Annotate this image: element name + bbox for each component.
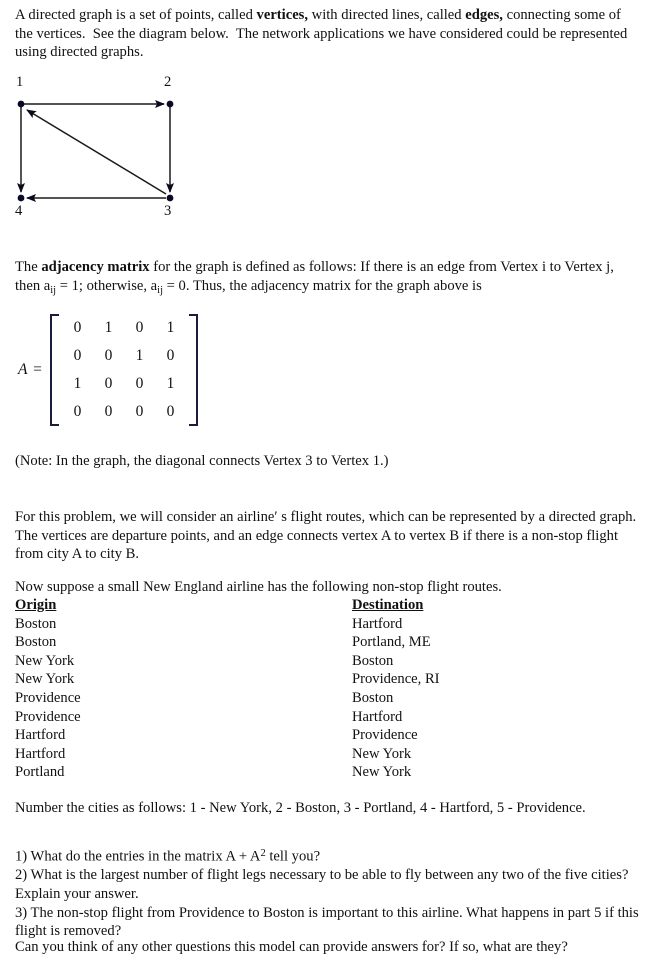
adjacency-matrix-definition [15, 258, 640, 300]
intro-bold-vertices: vertices, [256, 7, 308, 23]
column-header-origin [15, 596, 352, 615]
question-1-post: tell you? [265, 848, 321, 865]
adjacency-bold-term: adjacency matrix [41, 259, 150, 275]
question-1 [15, 845, 640, 866]
matrix-label: A = [18, 361, 44, 378]
table-row [15, 633, 635, 652]
cell-origin: Portland [15, 764, 65, 781]
column-header-destination [352, 596, 632, 615]
matrix-cell: 1 [166, 375, 175, 392]
cell-destination: New York [352, 745, 412, 762]
a-ij-subscript-2: ij [157, 284, 163, 296]
city-numbering-text: Number the cities as follows: 1 - New York, 2 - Boston, 3 - Portland, 4 - Hartford, 5 - Providence. [15, 800, 586, 816]
flight-routes-table [15, 596, 635, 782]
diagonal-note: (Note: In the graph, the diagonal connects Vertex 3 to Vertex 1.) [15, 453, 389, 469]
matrix-cell: 0 [135, 375, 144, 392]
matrix-cell: 1 [73, 375, 82, 392]
cell-origin: Boston [15, 634, 57, 651]
table-row [15, 745, 635, 764]
table-row [15, 763, 635, 782]
vertex-label-3: 3 [164, 203, 172, 219]
cell-origin: Hartford [15, 727, 66, 744]
intro-bold-edges: edges, [465, 7, 503, 23]
cell-origin: New York [15, 652, 75, 669]
directed-graph-svg [0, 70, 260, 230]
cell-destination: Portland, ME [352, 634, 431, 651]
cell-destination: Providence [352, 727, 418, 744]
table-row [15, 708, 635, 727]
cell-origin: Providence [15, 689, 81, 706]
origin-header-label: Origin [15, 597, 57, 613]
adjacency-matrix-block [18, 310, 198, 430]
vertex-label-1: 1 [16, 74, 24, 90]
matrix-cell: 0 [166, 403, 175, 420]
table-row [15, 652, 635, 671]
matrix-cell: 1 [104, 319, 113, 336]
question-2: 2) What is the largest number of flight legs necessary to be able to fly between any two of the five cities? Explain your answer. [15, 867, 629, 902]
matrix-cell: 0 [135, 403, 144, 420]
questions-list [15, 845, 640, 941]
table-row [15, 670, 635, 689]
question-3: 3) The non-stop flight from Providence to Boston is important to this airline. What happens in part 5 if this flight is removed? [15, 904, 639, 940]
matrix-cell: 0 [104, 375, 113, 392]
routes-intro-text: Now suppose a small New England airline has the following non-stop flight routes. [15, 579, 502, 595]
matrix-right-bracket [189, 314, 198, 426]
vertex-dot-4 [18, 195, 25, 202]
matrix-cell: 0 [73, 403, 82, 420]
cell-origin: New York [15, 671, 75, 688]
edge-3-to-1-diagonal [27, 110, 166, 194]
vertex-dot-3 [167, 195, 174, 202]
matrix-cell: 1 [166, 319, 175, 336]
closing-question: Can you think of any other questions this model can provide answers for? If so, what are they? [15, 939, 568, 955]
matrix-cell: 0 [135, 319, 144, 336]
vertex-dot-2 [167, 101, 174, 108]
table-row [15, 726, 635, 745]
matrix-cell: 0 [166, 347, 175, 364]
intro-text-part-3: connecting some of the vertices. See the diagram below. The network applications we have considered could be represented using directed graphs. [15, 7, 628, 61]
intro-paragraph [15, 6, 640, 62]
matrix-cell: 1 [135, 347, 144, 364]
cell-origin: Hartford [15, 745, 66, 762]
destination-header-label: Destination [352, 597, 424, 613]
cell-destination: Boston [352, 689, 394, 706]
airline-problem-paragraph: For this problem, we will consider an airline′ s flight routes, which can be represented by a directed graph. The vertices are departure points, and an edge connects vertex A to vertex B if there is a non-stop flight from city A to city B. [15, 509, 637, 563]
vertex-dot-1 [18, 101, 25, 108]
adjacency-text-end: = 0. Thus, the adjacency matrix for the graph above is [163, 277, 482, 294]
cell-destination: Hartford [352, 708, 403, 725]
cell-destination: Providence, RI [352, 671, 440, 688]
cell-destination: Hartford [352, 615, 403, 632]
intro-text-part-2: with directed lines, called [308, 7, 466, 23]
adjacency-text-post: for the graph is defined as follows: If there is an edge from Vertex i to Vertex j, then a [15, 259, 614, 294]
a-squared-superscript: 2 [260, 848, 266, 859]
cell-origin: Boston [15, 615, 57, 632]
cell-destination: New York [352, 764, 412, 781]
adjacency-text-pre: The [15, 259, 42, 275]
a-ij-subscript-1: ij [50, 284, 57, 296]
cell-origin: Providence [15, 708, 81, 725]
matrix-cell: 0 [73, 319, 82, 336]
adjacency-text-mid: = 1; otherwise, a [56, 277, 158, 294]
directed-graph-figure [0, 70, 260, 230]
question-1-pre: 1) What do the entries in the matrix A + A [15, 848, 261, 865]
matrix-cell: 0 [104, 403, 113, 420]
intro-text-part-1: A directed graph is a set of points, called [15, 7, 257, 23]
vertex-label-4: 4 [15, 203, 23, 219]
vertex-label-2: 2 [164, 74, 172, 90]
matrix-left-bracket [50, 314, 59, 426]
matrix-cell: 0 [104, 347, 113, 364]
cell-destination: Boston [352, 652, 394, 669]
table-header-row [15, 596, 635, 615]
matrix-grid [59, 314, 189, 426]
table-row [15, 689, 635, 708]
matrix-cell: 0 [73, 347, 82, 364]
table-row [15, 615, 635, 634]
